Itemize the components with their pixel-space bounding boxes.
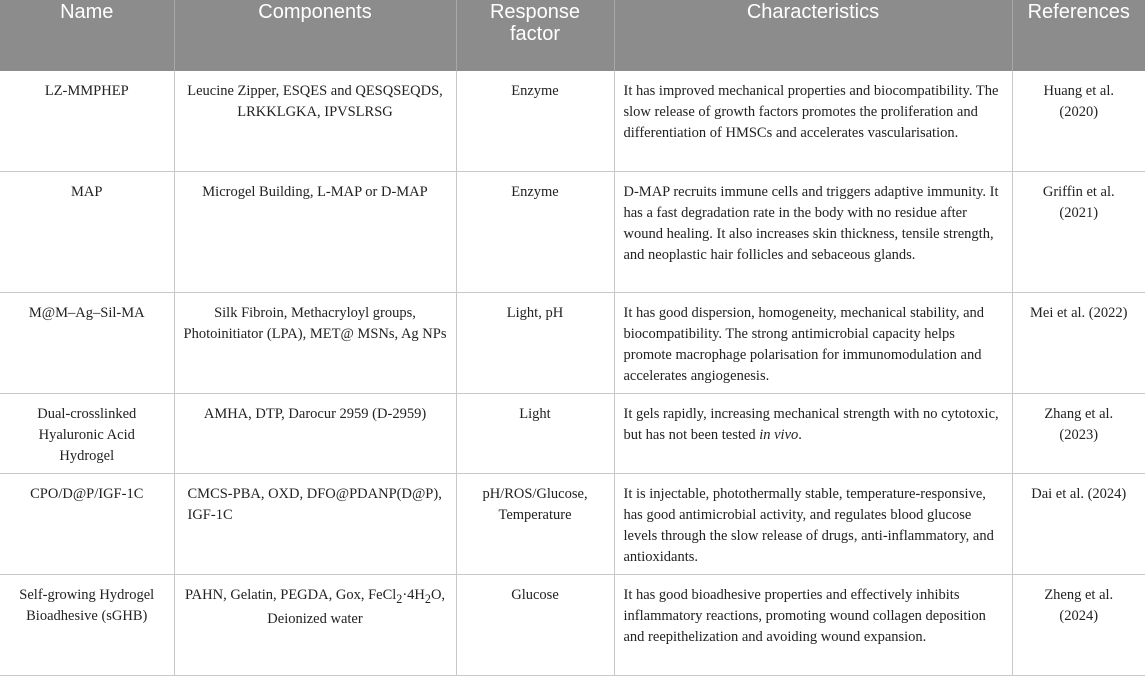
cell-name: Self-growing Hydrogel Bioadhesive (sGHB) xyxy=(0,574,174,675)
header-name: Name xyxy=(0,0,174,71)
cell-response: Enzyme xyxy=(456,71,614,171)
table-row xyxy=(0,574,1145,675)
cell-reference: Dai et al. (2024) xyxy=(1012,473,1145,574)
cell-name: M@M–Ag–Sil-MA xyxy=(0,292,174,393)
cell-characteristics: D-MAP recruits immune cells and triggers adaptive immunity. It has a fast degradation rate in the body with no residue after wound healing. It also increases skin thickness, tensile strength, and neoplastic hair follicles and sebaceous glands. xyxy=(614,171,1012,292)
cell-reference: Mei et al. (2022) xyxy=(1012,292,1145,393)
subscript-2: 2 xyxy=(424,591,431,606)
cell-characteristics: It has good dispersion, homogeneity, mechanical stability, and biocompatibility. The strong antimicrobial capacity helps promote macrophage polarisation for immunomodulation and accelerates angiogenesis. xyxy=(614,292,1012,393)
cell-characteristics: It has improved mechanical properties and biocompatibility. The slow release of growth factors promotes the proliferation and differentiation of HMSCs and accelerates vascularisation. xyxy=(614,71,1012,171)
header-response-factor: Response factor xyxy=(456,0,614,71)
cell-response: Enzyme xyxy=(456,171,614,292)
cell-name: Dual-crosslinked Hyaluronic Acid Hydrogel xyxy=(0,393,174,473)
cell-reference: Zhang et al. (2023) xyxy=(1012,393,1145,473)
header-characteristics: Characteristics xyxy=(614,0,1012,71)
cell-response: Light, pH xyxy=(456,292,614,393)
table-row xyxy=(0,292,1145,393)
table-row xyxy=(0,71,1145,171)
cell-name: LZ-MMPHEP xyxy=(0,71,174,171)
table-row xyxy=(0,393,1145,473)
header-components: Components xyxy=(174,0,456,71)
cell-components: Silk Fibroin, Methacryloyl groups, Photoinitiator (LPA), MET@ MSNs, Ag NPs xyxy=(174,292,456,393)
cell-name: CPO/D@P/IGF-1C xyxy=(0,473,174,574)
cell-name: MAP xyxy=(0,171,174,292)
cell-components xyxy=(174,574,456,675)
components-text: PAHN, Gelatin, PEGDA, Gox, FeCl xyxy=(184,586,397,603)
header-row xyxy=(0,0,1145,71)
components-hydrate: ·4H xyxy=(402,586,425,603)
cell-response: Glucose xyxy=(456,574,614,675)
characteristics-italic: in vivo xyxy=(759,426,799,443)
cell-response: pH/ROS/Glucose, Temperature xyxy=(456,473,614,574)
cell-components: AMHA, DTP, Darocur 2959 (D-2959) xyxy=(174,393,456,473)
cell-components: Microgel Building, L-MAP or D-MAP xyxy=(174,171,456,292)
table-row xyxy=(0,171,1145,292)
cell-characteristics: It is injectable, photothermally stable, temperature-responsive, has good antimicrobial activity, and regulates blood glucose levels through the slow release of drugs, anti-inflammatory, and antioxidants. xyxy=(614,473,1012,574)
cell-response: Light xyxy=(456,393,614,473)
cell-reference: Zheng et al. (2024) xyxy=(1012,574,1145,675)
cell-components: Leucine Zipper, ESQES and QESQSEQDS, LRKKLGKA, IPVSLRSG xyxy=(174,71,456,171)
subscript-2: 2 xyxy=(396,591,403,606)
cell-characteristics: It has good bioadhesive properties and effectively inhibits inflammatory reactions, promoting wound collagen deposition and reepithelization and avoiding wound expansion. xyxy=(614,574,1012,675)
table-row xyxy=(0,473,1145,574)
cell-reference: Griffin et al. (2021) xyxy=(1012,171,1145,292)
cell-reference: Huang et al. (2020) xyxy=(1012,71,1145,171)
characteristics-end: . xyxy=(798,426,802,443)
components-end: O, Deionized water xyxy=(267,586,446,628)
characteristics-text: It gels rapidly, increasing mechanical strength with no cytotoxic, but has not been tested xyxy=(623,405,999,443)
cell-characteristics xyxy=(614,393,1012,473)
cell-components: CMCS-PBA, OXD, DFO@PDANP(D@P), IGF-1C xyxy=(174,473,456,574)
header-references: References xyxy=(1012,0,1145,71)
